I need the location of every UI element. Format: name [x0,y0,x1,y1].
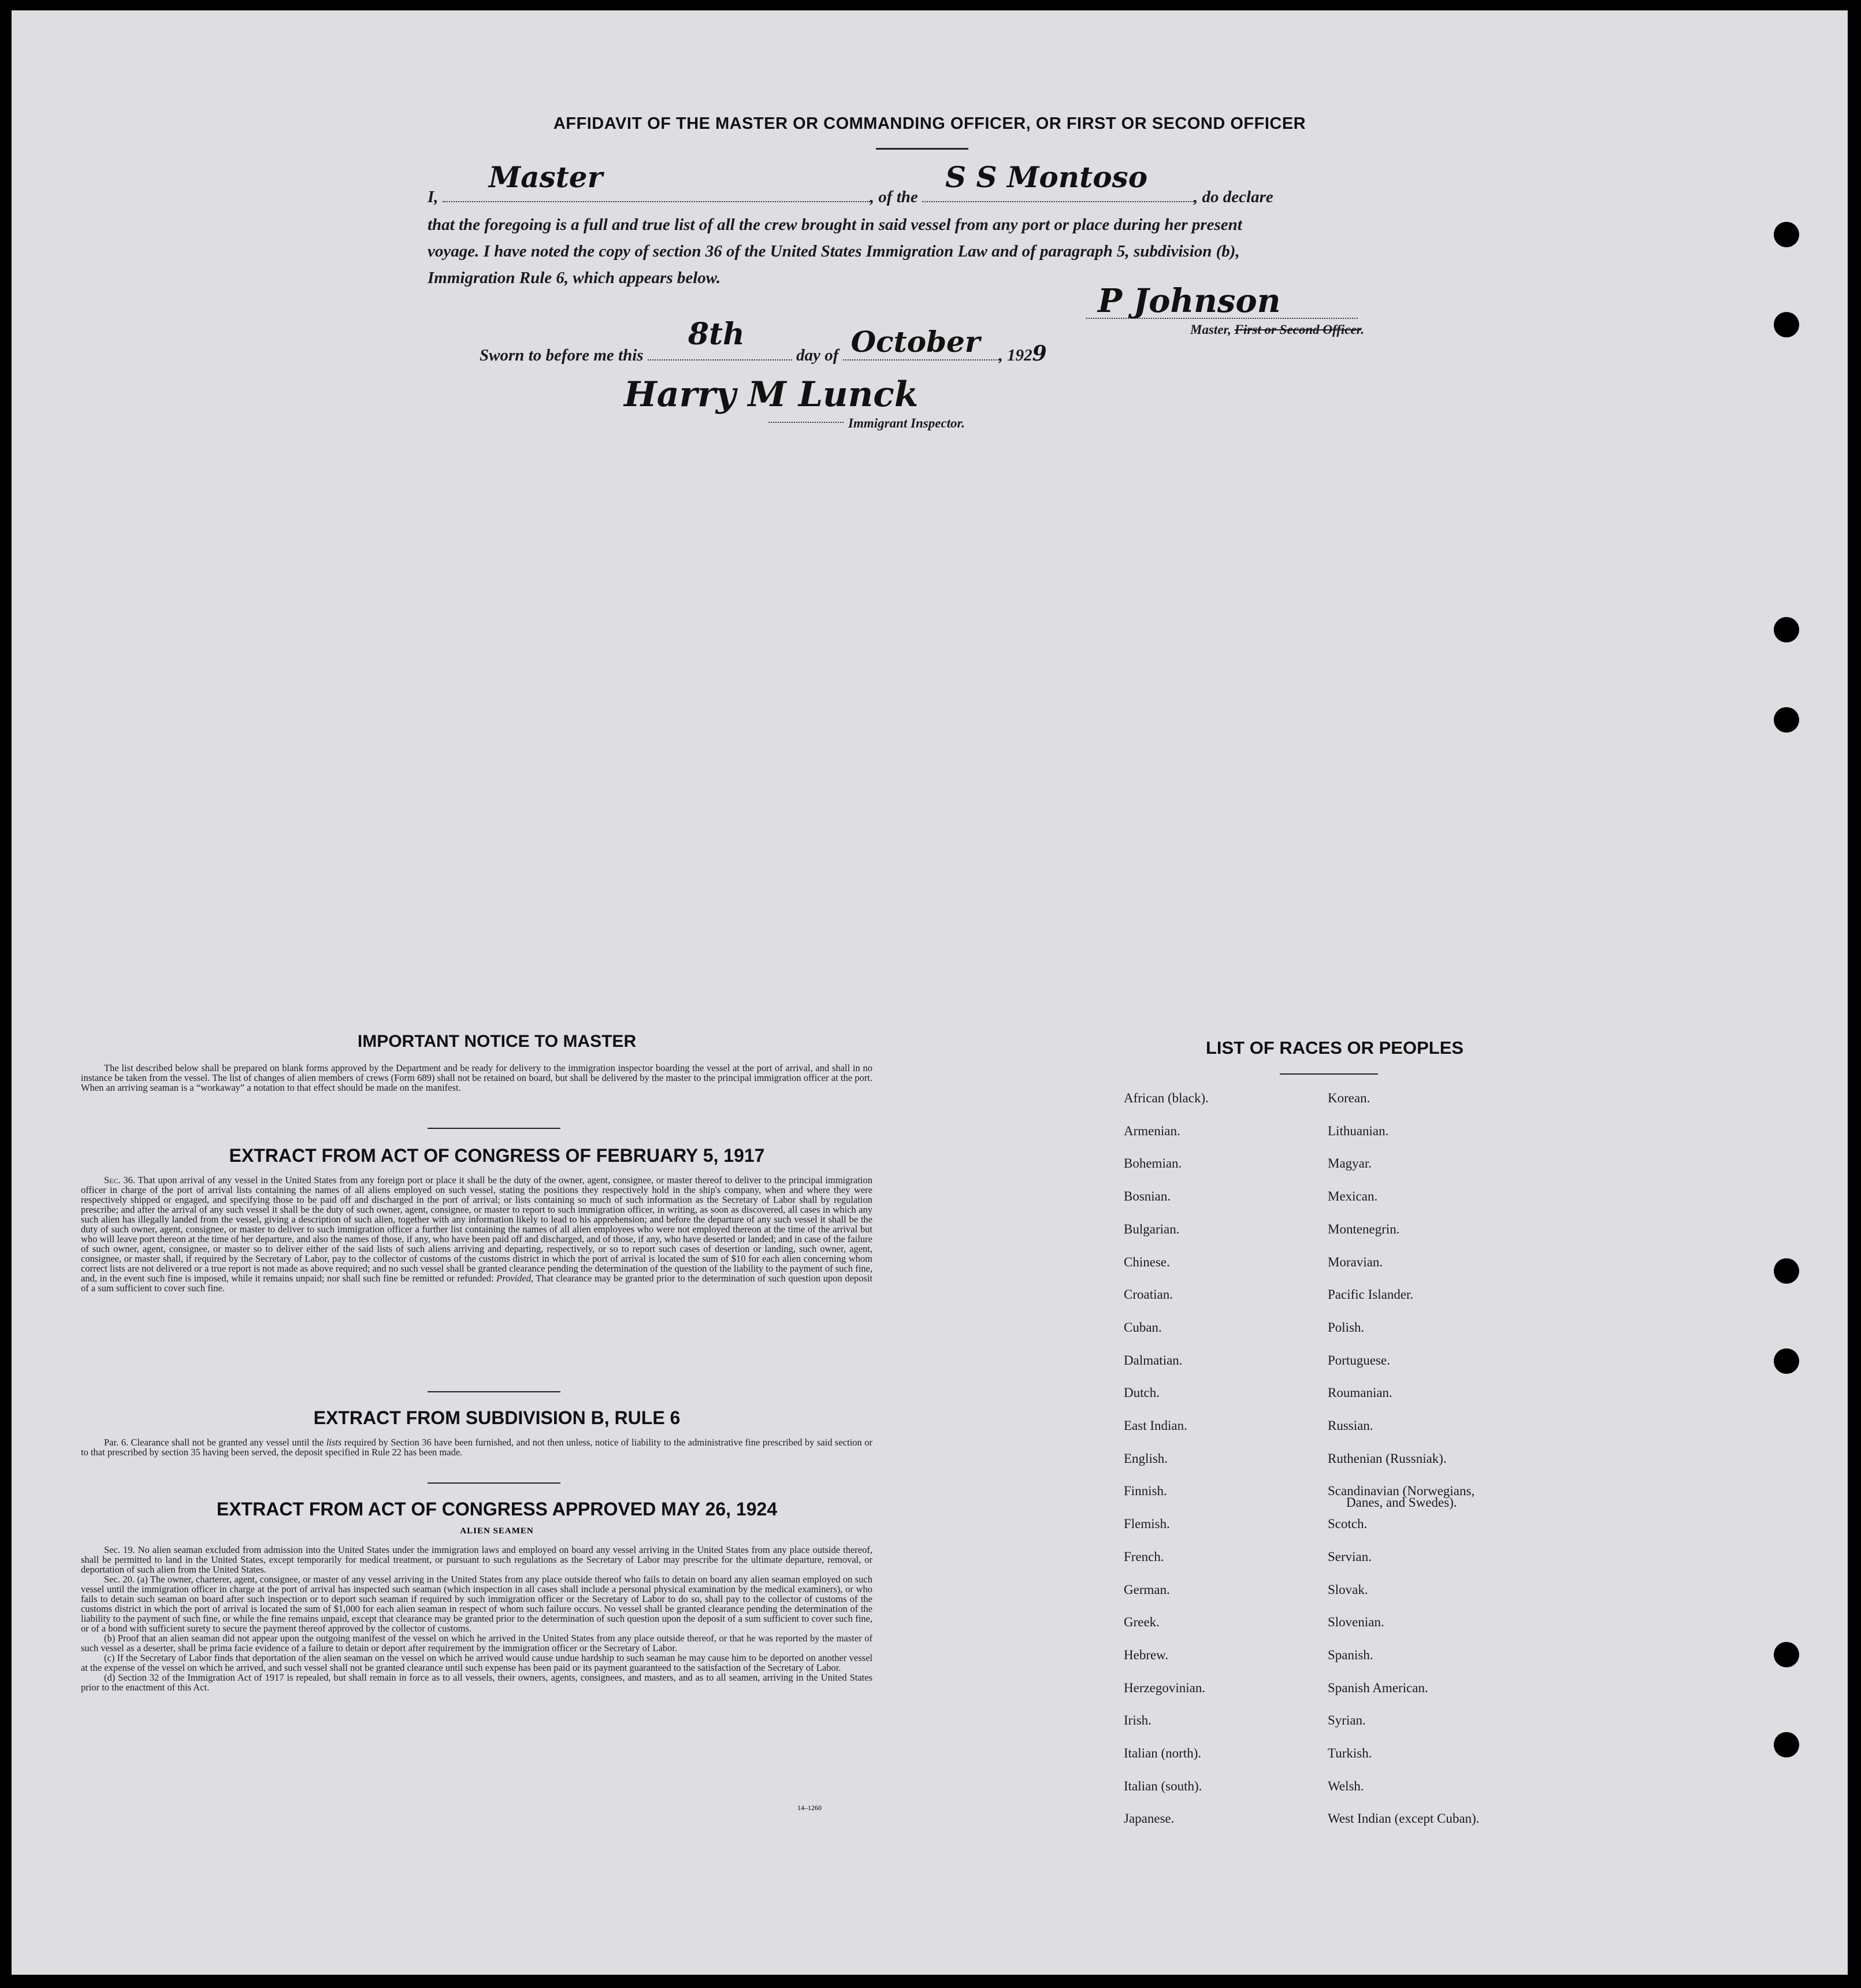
extract-1924-body [81,1545,872,1692]
year-label: , 192 [998,346,1032,365]
notice-paragraph: The list described below shall be prepared on blank forms approved by the Department and be ready for delivery to the immigration inspector boarding the vessel at the port of arrival, and shall in no instance be taken from the vessel. The list of changes of alien members of crews (Form 689) shall not be retained on board, but shall be delivered by the master to the principal immigration officer at the port. When an arriving seaman is a “workaway” a notation to that effect should be made on the manifest. [81,1062,872,1093]
extract-1924-title: EXTRACT FROM ACT OF CONGRESS APPROVED MAY 26, 1924 [216,1499,778,1519]
race-item: Greek. [1124,1615,1160,1630]
extract-rule6-body [81,1437,872,1457]
race-item: Moravian. [1328,1254,1383,1269]
alien-seamen-subtitle: ALIEN SEAMEN [460,1526,534,1536]
race-item: Italian (south). [1124,1778,1202,1793]
declaration-line-4: Immigration Rule 6, which appears below. [428,269,721,287]
declaration-line-1 [428,160,1421,210]
race-item: Turkish. [1328,1746,1372,1760]
race-item: Scotch. [1328,1517,1368,1532]
binder-hole [1774,222,1799,247]
race-continuation: Danes, and Swedes). [1346,1495,1457,1510]
binder-hole [1774,617,1799,642]
race-item: East Indian. [1124,1418,1187,1433]
section-divider [428,1128,560,1129]
day-field [648,317,792,361]
race-item: Servian. [1328,1549,1372,1564]
sec19-paragraph: Sec. 19. No alien seaman excluded from admission into the United States under the immigration laws and employed on board any vessel arriving in the United States from any place outside thereof, shall be permitted to land in the United States, except temporarily for medical treatment, or pursuant to such regulations as the Secretary of Labor may prescribe for the ultimate departure, removal, or deportation of such alien from the United States. [81,1544,872,1575]
document-page [12,10,1848,1975]
inspector-line [768,422,844,423]
race-item: West Indian (except Cuban). [1328,1811,1480,1826]
section-divider [428,1391,560,1392]
race-item: Dutch. [1124,1385,1160,1400]
race-item: Armenian. [1124,1123,1180,1138]
inspector-label: Immigrant Inspector. [848,416,965,430]
sworn-line [480,317,1047,366]
name-field [443,160,870,202]
race-item: French. [1124,1549,1164,1564]
race-item: Pacific Islander. [1328,1287,1414,1302]
race-item: Russian. [1328,1418,1373,1433]
sec36-label: Sec. 36. [104,1175,135,1186]
race-item: African (black). [1124,1091,1209,1105]
signature-line [1086,318,1358,319]
rule6-text: Par. 6. Clearance shall not be granted any vessel until the [104,1437,324,1448]
extract-rule6-title: EXTRACT FROM SUBDIVISION B, RULE 6 [313,1407,681,1428]
declaration-line-3: voyage. I have noted the copy of section 36 of the United States Immigration Law and of paragraph 5, subdivision (b), [428,242,1240,261]
race-item: Montenegrin. [1328,1221,1400,1236]
race-item: English. [1124,1451,1168,1466]
race-item: Korean. [1328,1091,1370,1105]
races-divider [1280,1073,1378,1075]
race-item: Flemish. [1124,1517,1170,1532]
form-number: 14–1260 [797,1804,822,1812]
race-item: Magyar. [1328,1156,1372,1171]
race-item: Syrian. [1328,1713,1366,1728]
race-item: Portuguese. [1328,1352,1390,1368]
race-item: Bohemian. [1124,1156,1182,1171]
master-signature: P Johnson [1098,282,1281,320]
decl-do-declare: , do declare [1194,188,1273,206]
race-item: Irish. [1124,1713,1151,1728]
race-item: Lithuanian. [1328,1123,1389,1138]
race-item: Slovak. [1328,1582,1368,1597]
handwritten-vessel: S S Montoso [945,160,1148,194]
race-item: Hebrew. [1124,1647,1169,1662]
decl-i: I, [428,188,439,206]
race-item: Slovenian. [1328,1615,1384,1630]
signer-title [1190,322,1364,337]
race-item: Italian (north). [1124,1746,1202,1760]
race-item: Finnish. [1124,1484,1167,1499]
binder-hole [1774,1348,1799,1374]
handwritten-name: Master [488,160,603,194]
race-item: German. [1124,1582,1170,1597]
sec20a-paragraph: Sec. 20. (a) The owner, charterer, agent, consignee, or master of any vessel arriving in the United States from any place outside thereof who fails to detain on board any alien seaman employed on such vessel until the immigration officer in charge at the port of arrival has inspected such seaman (which inspection in all cases shall include a personal physical examination by the medical examiners), or who fails to detain such seaman on board after such inspection or to deport such seaman if required by such immigration officer or the Secretary of Labor to do so, shall pay to the collector of customs of the customs district in which the port of arrival is located the sum of $1,000 for each alien seaman in respect of whom such failure occurs. No vessel shall be granted clearance pending the determination of the liability to the payment of such fine, or while the fine remains unpaid, except that clearance may be granted prior to the determination of such question upon the deposit of a sum sufficient to cover such fine, or of a bond with sufficient surety to secure the payment thereof approved by the collector of customs. [81,1574,872,1634]
inspector-signature: Harry M Lunck [624,374,919,415]
races-title: LIST OF RACES OR PEOPLES [1205,1038,1464,1058]
race-item: Roumanian. [1328,1385,1392,1400]
race-item: Herzegovinian. [1124,1680,1206,1695]
extract-1917-title: EXTRACT FROM ACT OF CONGRESS OF FEBRUARY 5, 1917 [229,1145,765,1166]
race-item: Chinese. [1124,1254,1170,1269]
race-item: Croatian. [1124,1287,1173,1302]
title-suffix: . [1361,322,1365,337]
sworn-text: Sworn to before me this [480,346,644,365]
race-item: Polish. [1328,1320,1365,1335]
sec20b-paragraph: (b) Proof that an alien seaman did not appear upon the outgoing manifest of the vessel on which he arrived in the United States from any place outside thereof, or that he was reported by the master of such vessel as a deserter, shall be prima facie evidence of a failure to detain or deport after requirement by the immigration officer or the Secretary of Labor. [81,1633,872,1653]
affidavit-title: AFFIDAVIT OF THE MASTER OR COMMANDING OFFICER, OR FIRST OR SECOND OFFICER [553,114,1306,133]
binder-hole [1774,1732,1799,1757]
sec36-text-end: That clearance may be granted prior to the determination of such question upon deposit of a sum sufficient to cover such fine. [81,1273,873,1294]
notice-body [81,1063,872,1093]
race-item: Japanese. [1124,1811,1175,1826]
day-of-label: day of [796,346,839,365]
binder-hole [1774,707,1799,733]
race-item: Spanish American. [1328,1680,1428,1695]
declaration-line-2: that the foregoing is a full and true list of all the crew brought in said vessel from any port or place during her present [428,215,1242,234]
vessel-field [922,160,1194,202]
month-field [843,325,999,361]
rule6-text-end: required by Section 36 have been furnished, and not then unless, notice of liability to the administrative fine prescribed by said section or to that prescribed by section 35 having been served, the deposit specified in Rule 22 has been made. [81,1437,873,1458]
race-item: Mexican. [1328,1189,1378,1204]
sec20d-paragraph: (d) Section 32 of the Immigration Act of 1917 is repealed, but shall remain in force as to all vessels, their owners, agents, consignees, and masters, and as to all seamen, arriving in the United States prior to the enactment of this Act. [81,1672,872,1693]
sec20c-paragraph: (c) If the Secretary of Labor finds that deportation of the alien seaman on the vessel on which he arrived would cause undue hardship to such seaman he may cause him to be deported on another vessel at the expense of the vessel on which he arrived, and such vessel shall not be granted clearance until such expense has been paid or its payment guaranteed to the satisfaction of the Secretary of Labor. [81,1652,872,1673]
title-struck: First or Second Officer [1234,322,1361,337]
extract-1917-body [81,1175,872,1293]
handwritten-month: October [850,325,980,359]
race-item: Welsh. [1328,1778,1364,1793]
race-item: Cuban. [1124,1320,1162,1335]
binder-hole [1774,1258,1799,1284]
race-item: Ruthenian (Russniak). [1328,1451,1447,1466]
decl-of-the: , of the [870,188,918,206]
binder-hole [1774,1642,1799,1667]
race-item: Spanish. [1328,1647,1373,1662]
race-item: Bosnian. [1124,1189,1171,1204]
binder-hole [1774,312,1799,337]
race-item: Scandinavian (Norwegians, [1328,1484,1475,1499]
sec36-text: That upon arrival of any vessel in the United States from any foreign port or place it shall be the duty of the owner, agent, consignee, or master thereof to deliver to the principal immigration officer in charge of the port of arrival lists containing the names of all aliens employed on such vessel, stating the positions they respectively hold in the ship's company, when and where they were respectively shipped or engaged, and specifying those to be paid off and discharged in the port of arrival; or lists containing so much of such information as the Secretary of Labor shall by regulation prescribe; and after the arrival of any such vessel it shall be the duty of such owner, agent, consignee, or master to report to such immigration officer, in writing, as soon as discovered, all cases in which any such alien has illegally landed from the vessel, giving a description of such alien, together with any information likely to lead to his apprehension; and before the departure of any such vessel it shall be the duty of such owner, agent, consignee, or master to deliver to such immigration officer a further list containing the names of all alien employees who were not employed thereon at the time of the arrival but who will leave port thereon at the time of her departure, and also the names of those, if any, who have been paid off and discharged, and of those, if any, who have deserted or landed; and in case of the failure of such owner, agent, consignee, or master so to deliver either of the said lists of such aliens arriving and departing, respectively, or so to report such cases of desertion or landing, such owner, agent, consignee, or master shall, if required by the Secretary of Labor, pay to the collector of customs of the customs district in which the port of arrival is located the sum of $10 for each alien concerning whom correct lists are not delivered or a true report is not made as above required; and no such vessel shall be granted clearance pending the determination of the question of the liability to the payment of such fine, and, in the event such fine is imposed, while it remains unpaid; nor shall such fine be remitted or refunded: [81,1175,872,1284]
title-divider [876,148,968,150]
section-divider [428,1482,560,1484]
provided-word: Provided, [496,1273,534,1284]
race-item: Dalmatian. [1124,1352,1183,1368]
race-item: Bulgarian. [1124,1221,1180,1236]
title-master: Master, [1190,322,1235,337]
lists-word: lists [326,1437,342,1448]
handwritten-day: 8th [688,317,745,352]
handwritten-year: 9 [1032,341,1047,366]
notice-title: IMPORTANT NOTICE TO MASTER [357,1032,637,1051]
